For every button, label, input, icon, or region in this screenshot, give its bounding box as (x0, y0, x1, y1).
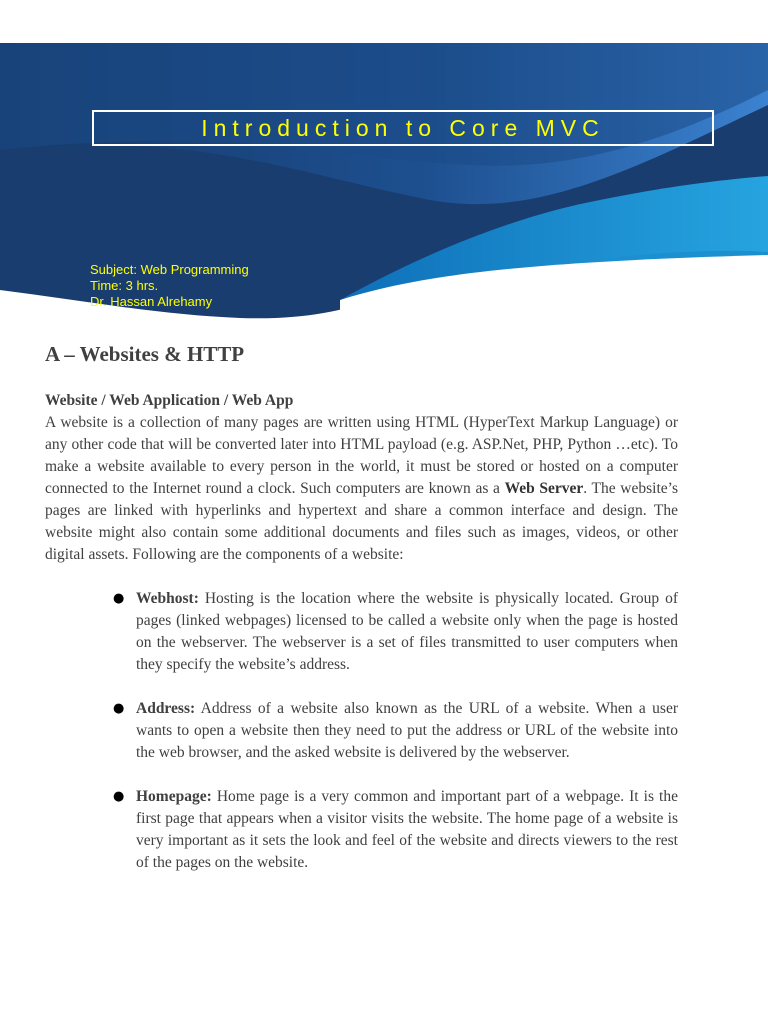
bullet-icon: ● (113, 591, 125, 606)
page-title: Introduction to Core MVC (201, 114, 605, 141)
header-banner (0, 0, 768, 330)
list-item-term: Webhost: (136, 590, 199, 607)
intro-text-1: A website is a collection of many pages are written using HTML (HyperText Markup Language) or any other code that will be converted later into HTML payload (e.g. ASP.Net, PHP, Python …etc). To make a website available to every person in the world, it must be stored or hosted on a computer connected to the Internet round a clock. Such computers are known as a (45, 414, 678, 497)
section-subheading: Website / Web Application / Web App (45, 392, 294, 409)
list-item-text: Home page is a very common and important part of a webpage. It is the first page that appears when a visitor visits the website. The home page of a website is very important as it sets the look and feel of the website and directs viewers to the rest of the pages on the website. (136, 788, 678, 871)
bullet-icon: ● (113, 789, 125, 804)
subject-line: Subject: Web Programming (90, 262, 249, 277)
intro-text-2: . The website’s pages are linked with hyperlinks and hypertext and share a common interface and design. The website might also contain some additional documents and files such as images, videos, or other digital assets. Following are the components of a website: (45, 480, 678, 563)
list-item (45, 698, 678, 764)
time-line: Time: 3 hrs. (90, 278, 159, 293)
list-item (45, 588, 678, 676)
components-list (45, 588, 678, 874)
list-item-text: Address of a website also known as the URL of a website. When a user wants to open a website then they need to put the address or URL of the website into the web browser, and the asked website is delivered by the webserver. (136, 700, 678, 761)
intro-paragraph (45, 412, 678, 566)
bullet-icon: ● (113, 701, 125, 716)
title-box (92, 110, 714, 146)
course-meta (90, 262, 249, 310)
author-line: Dr. Hassan Alrehamy (90, 294, 213, 309)
list-item (45, 786, 678, 874)
list-item-term: Homepage: (136, 788, 212, 805)
section-heading: A – Websites & HTTP (45, 342, 245, 366)
intro-bold-term: Web Server (504, 480, 584, 497)
list-item-term: Address: (136, 700, 196, 717)
list-item-text: Hosting is the location where the website is physically located. Group of pages (linked webpages) licensed to be called a website only when the page is hosted on the webserver. The webserver is a set of files transmitted to user computers when they specify the website’s address. (136, 590, 678, 673)
document-body (45, 340, 678, 874)
